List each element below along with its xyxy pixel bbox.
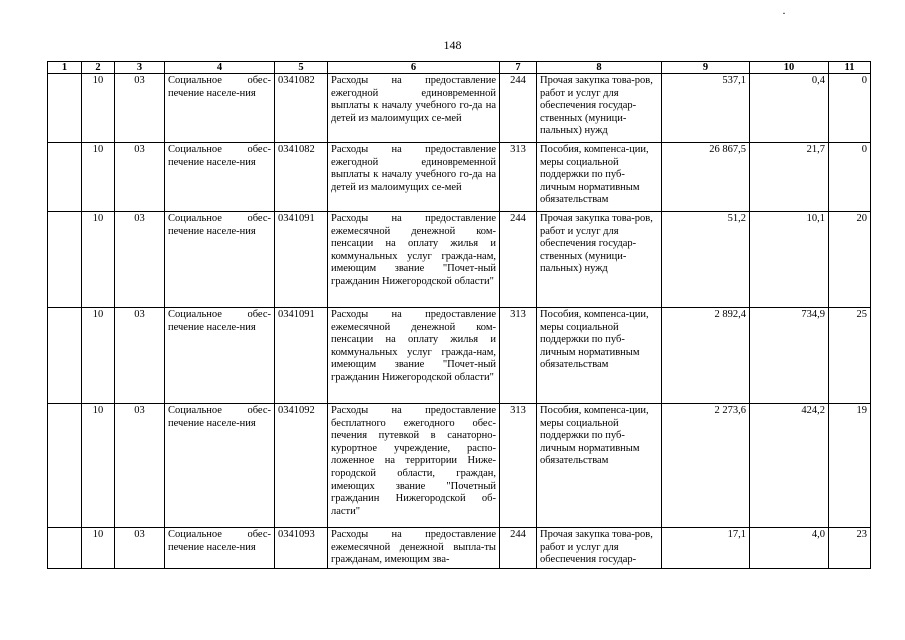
cell-col1 bbox=[48, 404, 82, 528]
cell-expense-description: Расходы на предоставление бесплатного ежегодного обес-печения путевкой в санаторно-курортное учреждение, распо-ложенное на территории Ниже-городской области, граждан, имеющих звание "Почетный гражданин Нижегородской об-ласти" bbox=[328, 404, 500, 528]
cell-value-col10: 734,9 bbox=[750, 308, 829, 404]
table-row bbox=[48, 528, 871, 569]
cell-value-col11: 19 bbox=[829, 404, 871, 528]
cell-value-col10: 0,4 bbox=[750, 74, 829, 143]
cell-expense-type-name: Прочая закупка това-ров, работ и услуг для обеспечения государ-ственных (муници-пальных) нужд bbox=[537, 74, 662, 143]
cell-value-col11: 20 bbox=[829, 212, 871, 308]
cell-value-col11: 25 bbox=[829, 308, 871, 404]
table-header-row bbox=[48, 62, 871, 74]
cell-subsection: 03 bbox=[115, 308, 165, 404]
cell-col1 bbox=[48, 528, 82, 569]
cell-target-code: 0341092 bbox=[275, 404, 328, 528]
cell-section-name: Социальное обес-печение населе-ния bbox=[165, 404, 275, 528]
column-header: 2 bbox=[82, 62, 115, 74]
cell-value-col9: 2 273,6 bbox=[662, 404, 750, 528]
table-row bbox=[48, 404, 871, 528]
cell-value-col9: 537,1 bbox=[662, 74, 750, 143]
cell-expense-description: Расходы на предоставление ежемесячной денежной ком-пенсации на оплату жилья и коммунальных услуг гражда-нам, имеющим звание "Почет-ный гражданин Нижегородской области" bbox=[328, 308, 500, 404]
cell-expense-description: Расходы на предоставление ежегодной единовременной выплаты к началу учебного го-да на детей из малоимущих се-мей bbox=[328, 143, 500, 212]
cell-section-name: Социальное обес-печение населе-ния bbox=[165, 212, 275, 308]
cell-expense-type-code: 313 bbox=[500, 404, 537, 528]
cell-value-col11: 0 bbox=[829, 143, 871, 212]
table-row bbox=[48, 212, 871, 308]
cell-section: 10 bbox=[82, 212, 115, 308]
column-header: 10 bbox=[750, 62, 829, 74]
cell-expense-type-code: 313 bbox=[500, 143, 537, 212]
column-header: 11 bbox=[829, 62, 871, 74]
table-row bbox=[48, 74, 871, 143]
cell-value-col10: 10,1 bbox=[750, 212, 829, 308]
cell-col1 bbox=[48, 308, 82, 404]
cell-subsection: 03 bbox=[115, 404, 165, 528]
column-header: 5 bbox=[275, 62, 328, 74]
cell-section-name: Социальное обес-печение населе-ния bbox=[165, 143, 275, 212]
column-header: 6 bbox=[328, 62, 500, 74]
cell-value-col10: 424,2 bbox=[750, 404, 829, 528]
cell-value-col10: 4,0 bbox=[750, 528, 829, 569]
cell-expense-type-name: Пособия, компенса-ции, меры социальной поддержки по пуб-личным нормативным обязательствам bbox=[537, 404, 662, 528]
cell-value-col9: 2 892,4 bbox=[662, 308, 750, 404]
cell-section-name: Социальное обес-печение населе-ния bbox=[165, 74, 275, 143]
cell-value-col10: 21,7 bbox=[750, 143, 829, 212]
cell-value-col11: 0 bbox=[829, 74, 871, 143]
cell-section: 10 bbox=[82, 528, 115, 569]
cell-subsection: 03 bbox=[115, 212, 165, 308]
cell-expense-type-code: 313 bbox=[500, 308, 537, 404]
cell-section: 10 bbox=[82, 308, 115, 404]
corner-mark: · bbox=[782, 6, 787, 20]
cell-expense-description: Расходы на предоставление ежемесячной денежной выпла-ты гражданам, имеющим зва- bbox=[328, 528, 500, 569]
cell-expense-type-name: Прочая закупка това-ров, работ и услуг для обеспечения государ-ственных (муници-пальных) нужд bbox=[537, 212, 662, 308]
cell-target-code: 0341082 bbox=[275, 143, 328, 212]
cell-value-col9: 26 867,5 bbox=[662, 143, 750, 212]
cell-section: 10 bbox=[82, 143, 115, 212]
cell-expense-type-code: 244 bbox=[500, 528, 537, 569]
cell-target-code: 0341093 bbox=[275, 528, 328, 569]
column-header: 1 bbox=[48, 62, 82, 74]
cell-target-code: 0341082 bbox=[275, 74, 328, 143]
column-header: 8 bbox=[537, 62, 662, 74]
cell-section-name: Социальное обес-печение населе-ния bbox=[165, 308, 275, 404]
table-row bbox=[48, 308, 871, 404]
cell-section: 10 bbox=[82, 404, 115, 528]
cell-value-col9: 17,1 bbox=[662, 528, 750, 569]
cell-target-code: 0341091 bbox=[275, 308, 328, 404]
cell-subsection: 03 bbox=[115, 528, 165, 569]
cell-expense-type-name: Пособия, компенса-ции, меры социальной поддержки по пуб-личным нормативным обязательствам bbox=[537, 143, 662, 212]
cell-value-col9: 51,2 bbox=[662, 212, 750, 308]
cell-col1 bbox=[48, 74, 82, 143]
cell-section: 10 bbox=[82, 74, 115, 143]
column-header: 7 bbox=[500, 62, 537, 74]
cell-expense-type-code: 244 bbox=[500, 212, 537, 308]
cell-col1 bbox=[48, 143, 82, 212]
cell-expense-type-code: 244 bbox=[500, 74, 537, 143]
cell-expense-type-name: Прочая закупка това-ров, работ и услуг для обеспечения государ- bbox=[537, 528, 662, 569]
cell-target-code: 0341091 bbox=[275, 212, 328, 308]
column-header: 4 bbox=[165, 62, 275, 74]
cell-value-col11: 23 bbox=[829, 528, 871, 569]
page-number: 148 bbox=[443, 38, 462, 52]
cell-section-name: Социальное обес-печение населе-ния bbox=[165, 528, 275, 569]
column-header: 9 bbox=[662, 62, 750, 74]
cell-subsection: 03 bbox=[115, 74, 165, 143]
budget-table bbox=[47, 61, 871, 569]
cell-expense-type-name: Пособия, компенса-ции, меры социальной поддержки по пуб-личным нормативным обязательствам bbox=[537, 308, 662, 404]
table-row bbox=[48, 143, 871, 212]
cell-expense-description: Расходы на предоставление ежемесячной денежной ком-пенсации на оплату жилья и коммунальных услуг гражда-нам, имеющим звание "Почет-ный гражданин Нижегородской области" bbox=[328, 212, 500, 308]
cell-subsection: 03 bbox=[115, 143, 165, 212]
column-header: 3 bbox=[115, 62, 165, 74]
cell-col1 bbox=[48, 212, 82, 308]
cell-expense-description: Расходы на предоставление ежегодной единовременной выплаты к началу учебного го-да на детей из малоимущих се-мей bbox=[328, 74, 500, 143]
